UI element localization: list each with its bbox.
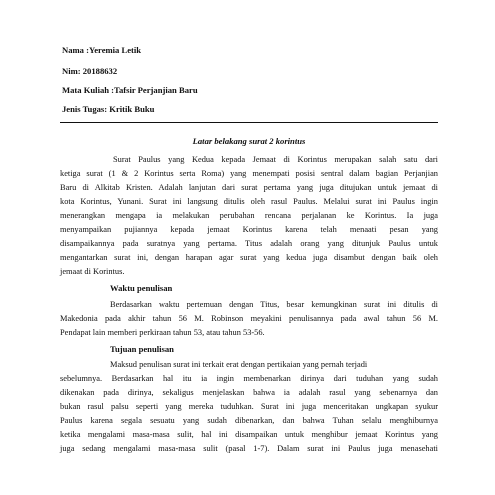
- paragraph-line: disampaikannya pada suratnya yang pertama. Titus adalah orang yang ditunjuk Paulus untuk: [60, 239, 438, 248]
- paragraph-line: menerangkan mengapa ia melakukan perubahan rencana perjalanan ke Korintus. Ia juga: [60, 211, 438, 220]
- paragraph-line: sebelumnya. Berdasarkan hal itu ia ingin membenarkan dirinya dari tuduhan yang sudah: [60, 374, 438, 383]
- section-heading-waktu: Waktu penulisan: [110, 283, 173, 293]
- paragraph-line: bukan rasul palsu seperti yang mereka tuduhkan. Surat ini juga menceritakan ungkapan syukur: [60, 402, 438, 411]
- paragraph-line: Makedonia pada akhir tahun 56 M. Robinson meyakini penulisannya pada awal tahun 56 M.: [60, 314, 438, 323]
- author-name: Nama :Yeremia Letik: [62, 45, 142, 55]
- paragraph-line: Berdasarkan waktu pertemuan dengan Titus, besar kemungkinan surat ini ditulis di: [110, 300, 438, 309]
- paragraph-line: dikenakan pada dirinya, sekaligus menjelaskan bahwa ia adalah rasul yang sebenarnya dan: [60, 388, 438, 397]
- paragraph-line: jemaat di Korintus.: [60, 267, 125, 276]
- paragraph-line: kota Korintus, Yunani. Surat ini langsung ditulis oleh rasul Paulus. Melalui surat ini Paulus ingin: [60, 197, 438, 206]
- paragraph-line: Maksud penulisan surat ini terkait erat dengan pertikaian yang pernah terjadi: [110, 360, 368, 369]
- document-title: Latar belakang surat 2 korintus: [192, 136, 306, 146]
- header-divider: [60, 122, 438, 123]
- paragraph-line: ketiga surat (1 & 2 Korintus serta Roma) yang menempati posisi sentral dalam bagian Perjanjian: [60, 169, 438, 178]
- paragraph-line: Baru di Alkitab Kristen. Adalah lanjutan dari surat pertama yang juga ditujukan untuk jemaat di: [60, 183, 438, 192]
- paragraph-line: ketika mengalami masa-masa sulit, hal ini disampaikan untuk menghibur jemaat Korintus yang: [60, 430, 438, 439]
- paragraph-line: mengantarkan surat ini, dengan harapan agar surat yang kedua juga disambut dengan baik oleh: [60, 253, 438, 262]
- course-name: Mata Kuliah :Tafsir Perjanjian Baru: [62, 85, 198, 95]
- paragraph-line: Paulus karena segala sesuatu yang sudah dibenarkan, dan bahwa Tuhan selalu menghiburnya: [60, 416, 438, 425]
- student-id: Nim: 20188632: [62, 66, 118, 76]
- paragraph-line: juga sedang mengalami masa-masa sulit (pasal 1-7). Dalam surat ini Paulus juga menasehati: [60, 444, 438, 453]
- paragraph-line: Surat Paulus yang Kedua kepada Jemaat di Korintus merupakan salah satu dari: [113, 155, 438, 164]
- paragraph-line: menyampaikan pujiannya kepada jemaat Korintus karena telah menaati pesan yang: [60, 225, 438, 234]
- paragraph-line: Pendapat lain memberi perkiraan tahun 53, atau tahun 53-56.: [60, 328, 265, 337]
- task-type: Jenis Tugas: Kritik Buku: [62, 104, 155, 114]
- section-heading-tujuan: Tujuan penulisan: [110, 344, 174, 354]
